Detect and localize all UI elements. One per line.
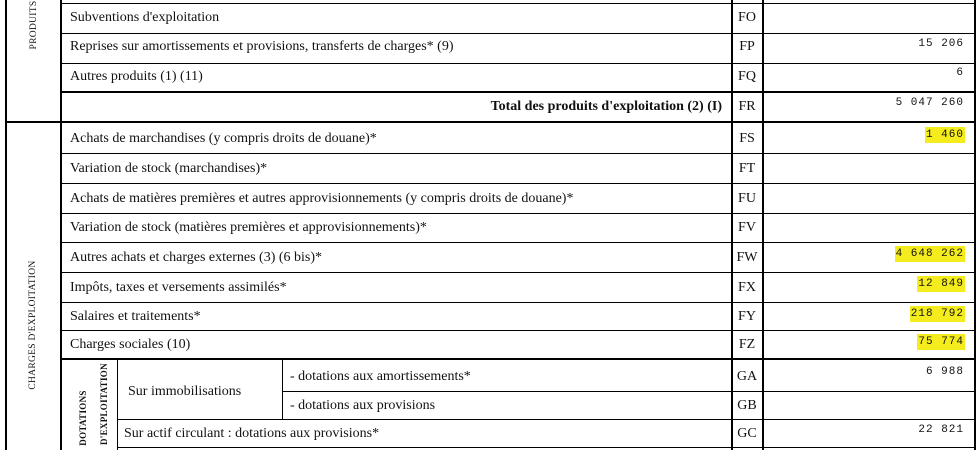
row-label: Salaires et traitements* (70, 309, 201, 324)
section-label-charges: CHARGES D'EXPLOITATION (28, 260, 38, 390)
row-code: GC (737, 426, 757, 441)
row-value: 6 (956, 67, 964, 79)
section-label-dotations: DOTATIONS (78, 390, 88, 446)
row-code: FO (738, 10, 756, 25)
row-label: Subventions d'exploitation (70, 10, 220, 25)
row-label: Achats de marchandises (y compris droits de douane)* (70, 131, 377, 146)
row-label: Variation de stock (marchandises)* (70, 161, 268, 176)
section-label-exploitation: D'EXPLOITATION (99, 363, 109, 445)
row-label: Variation de stock (matières premières et approvisionnements)* (70, 220, 427, 235)
row-code: FX (738, 280, 756, 295)
total-row-label: Total des produits d'exploitation (2) (I) (490, 99, 722, 114)
row-code: FW (736, 250, 758, 265)
row-label: Autres achats et charges externes (3) (6 bis)* (70, 250, 323, 265)
row-label: - dotations aux provisions (290, 398, 436, 413)
row-label: Sur actif circulant : dotations aux provisions* (124, 426, 380, 441)
row-code: FR (738, 99, 756, 114)
row-value: 22 821 (918, 424, 964, 436)
row-code: FV (738, 220, 756, 235)
section-label-produits: PRODUITS (29, 0, 39, 50)
row-value: 218 792 (910, 308, 964, 320)
row-value: 1 460 (925, 129, 964, 141)
row-value: 5 047 260 (895, 97, 964, 109)
row-code: FP (739, 39, 755, 54)
row-code: FT (738, 161, 756, 176)
row-code: FU (738, 191, 756, 206)
row-value: 12 849 (918, 278, 964, 290)
row-label: Reprises sur amortissements et provisions, transferts de charges* (9) (70, 39, 454, 54)
row-label: Charges sociales (10) (70, 337, 191, 352)
row-label: Achats de matières premières et autres approvisionnements (y compris droits de douane)* (70, 191, 574, 206)
row-label: - dotations aux amortissements* (290, 369, 471, 384)
row-value: 4 648 262 (895, 248, 964, 260)
row-code: FZ (738, 337, 756, 352)
row-value: 75 774 (918, 336, 964, 348)
row-code: FQ (738, 69, 756, 84)
row-code: GB (737, 398, 757, 413)
row-value: 6 988 (925, 366, 964, 378)
row-value: 15 206 (918, 38, 964, 50)
row-code: FY (738, 309, 756, 324)
row-code: GA (736, 369, 758, 384)
row-label: Autres produits (1) (11) (70, 69, 203, 84)
dotations-immobilisations-label: Sur immobilisations (128, 384, 242, 399)
row-label: Impôts, taxes et versements assimilés* (70, 280, 287, 295)
row-code: FS (739, 131, 755, 146)
